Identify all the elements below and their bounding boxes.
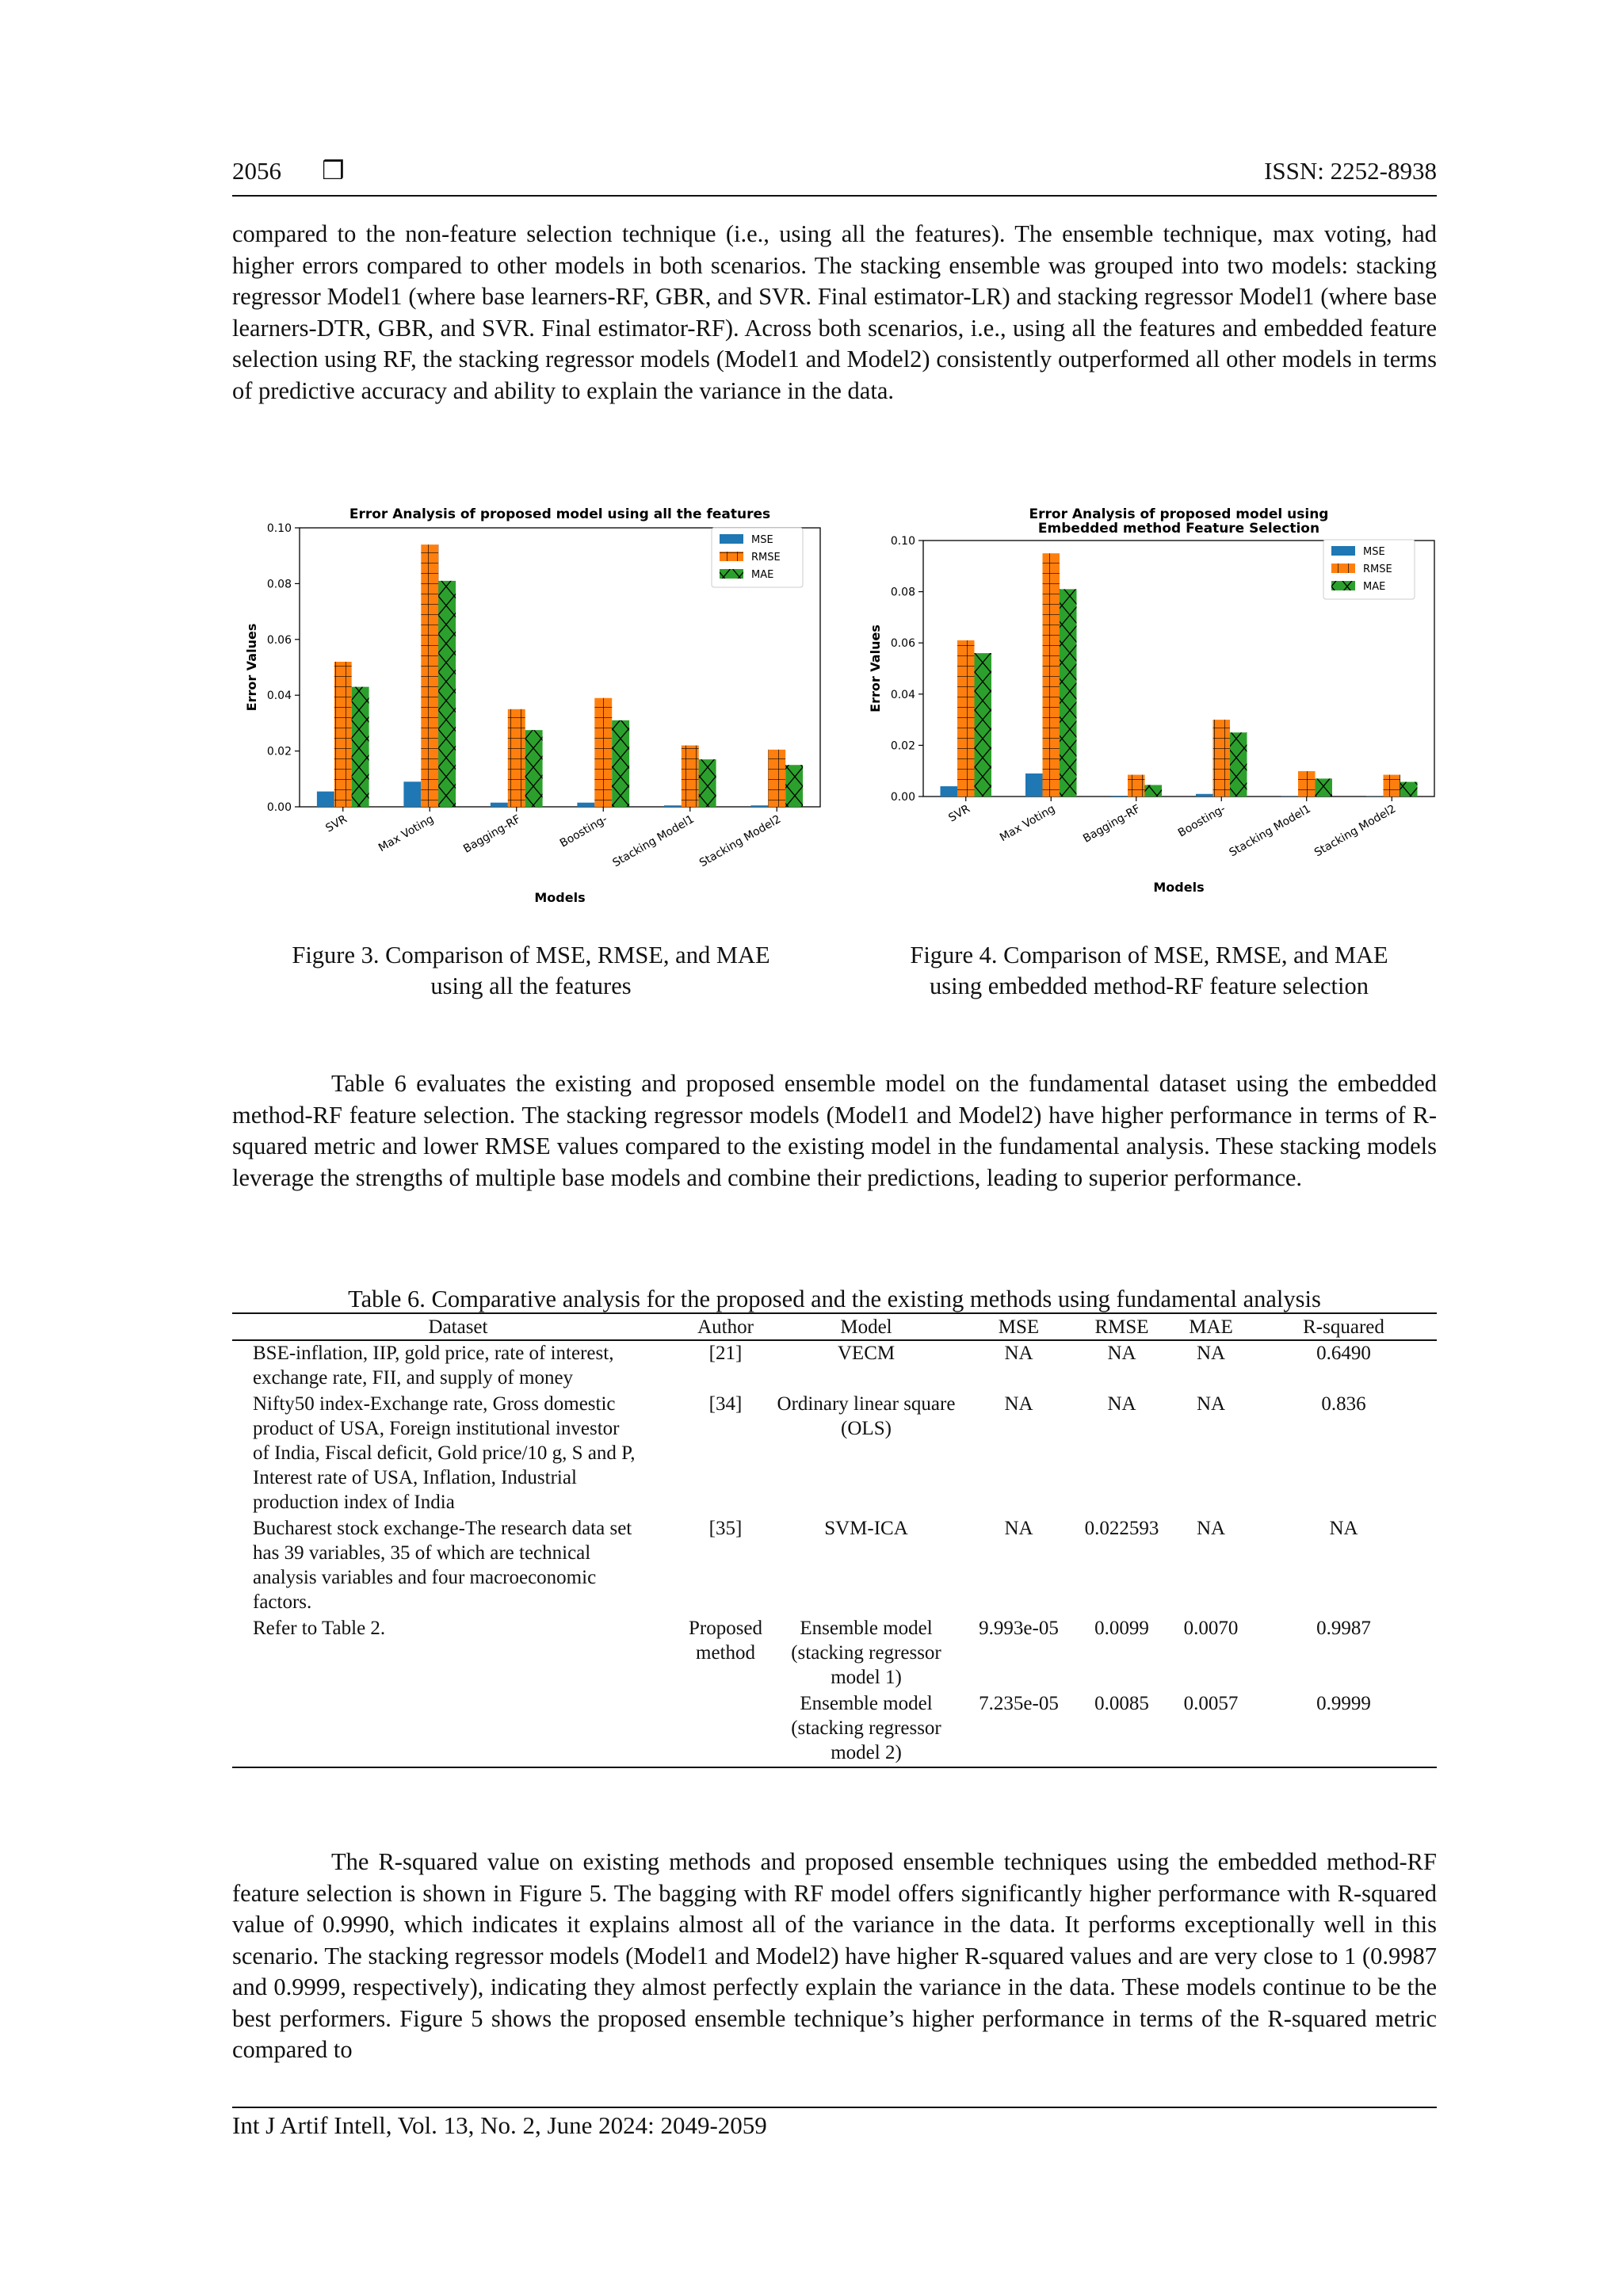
cell-line: production index of India xyxy=(253,1492,455,1513)
cell-line: Bucharest stock exchange-The research data set xyxy=(253,1518,632,1539)
bar-mse xyxy=(491,803,508,807)
bar-hatch-rmse xyxy=(334,662,352,807)
table-cell-author xyxy=(684,1392,767,1516)
y-tick-label: 0.08 xyxy=(266,578,292,591)
bar-hatch-mae xyxy=(612,720,629,807)
x-tick-label: Stacking Model1 xyxy=(1227,802,1313,860)
table-header-row xyxy=(232,1313,1437,1340)
figure-3-caption xyxy=(238,940,824,1002)
bar-hatch-mae xyxy=(975,653,992,797)
paragraph-intro: compared to the non-feature selection technique (i.e., using all the features). The ensemble technique, max voting, had higher errors compared to other models in both scenarios. The stacking ensemble was grouped into two models: stacking regressor Model1 (where base learners-RF, GBR, and SVR. Final estimator-LR) and stacking regressor Model1 (where base learners-DTR, GBR, and SVR. Final estimator-RF). Across both scenarios, i.e., using all the features and embedded feature selection using RF, the stacking regressor models (Model1 and Model2) consistently outperformed all other models in terms of predictive accuracy and ability to explain the variance in the data. xyxy=(232,220,1437,404)
legend-swatch-mse xyxy=(720,534,743,544)
y-tick-label: 0.06 xyxy=(890,637,915,651)
bar-hatch-rmse xyxy=(957,640,975,797)
table-cell-model xyxy=(767,1516,965,1616)
bar-hatch-rmse xyxy=(1213,720,1231,797)
page-number: 2056 xyxy=(232,157,281,185)
table-cell-dataset xyxy=(232,1691,684,1767)
bar-mse xyxy=(1111,796,1128,797)
y-tick-label: 0.00 xyxy=(266,801,292,814)
cell-line: has 39 variables, 35 of which are technical xyxy=(253,1542,591,1564)
legend-hatch-mae xyxy=(1331,581,1355,590)
x-tick-label: Bagging-RF xyxy=(1081,802,1143,846)
table-row xyxy=(232,1392,1437,1516)
cell-line: of India, Fiscal deficit, Gold price/10 g, S and P, xyxy=(253,1442,636,1464)
x-tick-label: SVR xyxy=(323,812,349,835)
y-axis-label: Error Values xyxy=(244,623,259,712)
bar-hatch-rmse xyxy=(1043,553,1060,797)
caption-line: Figure 3. Comparison of MSE, RMSE, and MAE xyxy=(292,942,770,968)
y-tick-label: 0.08 xyxy=(890,586,915,599)
bar-hatch-rmse xyxy=(1298,771,1316,797)
cell-line: Interest rate of USA, Inflation, Industrial xyxy=(253,1467,577,1488)
legend-hatch-mae xyxy=(720,569,743,579)
bar-hatch-mae xyxy=(1400,782,1418,797)
y-tick-label: 0.06 xyxy=(266,633,292,647)
x-tick-label: Max Voting xyxy=(998,802,1058,845)
table-cell-author xyxy=(684,1516,767,1616)
bar-hatch-mae xyxy=(1060,589,1077,797)
table-cell-mse: NA xyxy=(1004,1518,1033,1539)
chart-legend xyxy=(1323,540,1415,599)
legend-label-mae: MAE xyxy=(751,569,774,581)
y-tick-label: 0.04 xyxy=(266,690,292,703)
cell-line: model 2) xyxy=(831,1742,902,1763)
table-cell-mse: 9.993e-05 xyxy=(979,1618,1059,1639)
cell-line: (stacking regressor xyxy=(791,1642,941,1664)
col-header-mse: MSE xyxy=(965,1313,1072,1340)
bar-mse xyxy=(403,781,421,807)
legend-hatch-rmse xyxy=(720,552,743,561)
table-row xyxy=(232,1340,1437,1392)
cell-line: model 1) xyxy=(831,1667,902,1688)
chart-title: Embedded method Feature Selection xyxy=(1037,521,1320,537)
bar-mse xyxy=(664,805,682,807)
caption-line: Figure 4. Comparison of MSE, RMSE, and MAE xyxy=(910,942,1388,968)
bar-hatch-mae xyxy=(352,687,369,807)
bar-hatch-rmse xyxy=(421,544,438,807)
cell-line: Ensemble model xyxy=(800,1693,933,1714)
bar-hatch-rmse xyxy=(682,746,699,807)
cell-line: [34] xyxy=(708,1393,743,1415)
x-tick-label: Bagging-RF xyxy=(461,812,523,856)
cell-line: VECM xyxy=(837,1343,896,1364)
legend-label-mae: MAE xyxy=(1363,581,1386,593)
table-row xyxy=(232,1616,1437,1691)
bar-hatch-mae xyxy=(1316,778,1333,797)
figure-4-caption xyxy=(848,940,1450,1002)
x-tick-label: Boosting- xyxy=(1175,802,1228,840)
y-tick-label: 0.04 xyxy=(890,688,915,701)
table-cell-model xyxy=(767,1691,965,1767)
bar-hatch-rmse xyxy=(1128,775,1145,797)
col-header-r-squared: R-squared xyxy=(1251,1313,1437,1340)
comparison-table xyxy=(232,1312,1437,1768)
table-cell-dataset xyxy=(232,1516,684,1616)
table-cell-dataset xyxy=(232,1616,684,1691)
table-cell-model xyxy=(767,1340,965,1392)
figure-4-chart xyxy=(864,501,1442,913)
table-cell-mae: NA xyxy=(1196,1343,1226,1364)
legend-label-mse: MSE xyxy=(1363,546,1385,558)
cell-line: [35] xyxy=(708,1518,743,1539)
x-tick-label: Max Voting xyxy=(376,812,437,855)
caption-line: using all the features xyxy=(430,972,632,999)
table-cell-r2: 0.9987 xyxy=(1316,1618,1371,1639)
cell-line: (stacking regressor xyxy=(791,1717,941,1739)
bar-hatch-rmse xyxy=(1384,775,1401,797)
paragraph-r-squared: The R-squared value on existing methods and proposed ensemble techniques using the embedded method-RF feature selection is shown in Figure 5. The bagging with RF model offers significantly higher performance with R-squared value of 0.9990, which indicates it explains almost all of the variance in the data. It performs exceptionally well in this scenario. The stacking regressor models (Model1 and Model2) have higher R-squared values and are very close to 1 (0.9987 and 0.9999, respectively), indicating they almost perfectly explain the variance in the data. These models continue to be the best performers. Figure 5 shows the proposed ensemble technique’s higher performance in terms of the R-squared metric compared to xyxy=(232,1848,1437,2063)
table-cell-rmse: 0.022593 xyxy=(1084,1518,1159,1539)
bar-hatch-mae xyxy=(1230,732,1247,797)
box-icon: ❒ xyxy=(322,155,345,185)
caption-line: using embedded method-RF feature selection xyxy=(930,972,1369,999)
bar-hatch-rmse xyxy=(594,698,612,807)
table-cell-model xyxy=(767,1616,965,1691)
bar-mse xyxy=(1196,794,1213,797)
legend-swatch-mse xyxy=(1331,546,1355,556)
table-cell-rmse: 0.0085 xyxy=(1072,1691,1171,1767)
page-header xyxy=(232,155,1437,197)
table-cell-mse: NA xyxy=(1004,1393,1033,1415)
x-tick-label: Stacking Model2 xyxy=(697,812,784,870)
cell-line: (OLS) xyxy=(841,1418,892,1439)
x-tick-label: SVR xyxy=(946,802,972,825)
legend-label-rmse: RMSE xyxy=(751,552,781,563)
x-tick-label: Stacking Model2 xyxy=(1312,802,1399,860)
legend-label-rmse: RMSE xyxy=(1363,563,1392,575)
cell-line: [21] xyxy=(708,1343,743,1364)
cell-line: method xyxy=(696,1642,755,1664)
table-cell-mse: NA xyxy=(1004,1343,1033,1364)
footer-citation: Int J Artif Intell, Vol. 13, No. 2, June 2024: 2049-2059 xyxy=(232,2111,767,2139)
table-cell-rmse: NA xyxy=(1107,1393,1136,1415)
table-cell-mse: 7.235e-05 xyxy=(965,1691,1072,1767)
y-tick-label: 0.10 xyxy=(266,522,292,535)
col-header-dataset: Dataset xyxy=(232,1313,684,1340)
cell-line: product of USA, Foreign institutional investor xyxy=(253,1418,620,1439)
table-cell-author xyxy=(684,1691,767,1767)
table-cell-author xyxy=(684,1340,767,1392)
table-row xyxy=(232,1691,1437,1767)
cell-line: Proposed xyxy=(688,1618,763,1639)
bar-mse xyxy=(750,805,768,807)
y-tick-label: 0.00 xyxy=(890,791,915,804)
bar-mse xyxy=(1025,774,1043,797)
table-cell-dataset xyxy=(232,1392,684,1516)
table-cell-mae: NA xyxy=(1196,1518,1226,1539)
table-cell-r2: 0.6490 xyxy=(1316,1343,1371,1364)
legend-label-mse: MSE xyxy=(751,534,773,546)
bar-hatch-mae xyxy=(525,730,543,807)
col-header-rmse: RMSE xyxy=(1072,1313,1171,1340)
table-cell-mae: 0.0070 xyxy=(1183,1618,1239,1639)
table-cell-r2: NA xyxy=(1329,1518,1358,1539)
cell-line: factors. xyxy=(253,1591,312,1613)
col-header-author: Author xyxy=(684,1313,767,1340)
chart-title: Error Analysis of proposed model using all the features xyxy=(349,506,771,522)
bar-hatch-rmse xyxy=(768,750,785,807)
table-cell-mae: NA xyxy=(1196,1393,1226,1415)
issn-label: ISSN: 2252-8938 xyxy=(1264,157,1437,185)
cell-line: Refer to Table 2. xyxy=(253,1618,386,1639)
bar-hatch-mae xyxy=(785,765,803,807)
table-row xyxy=(232,1516,1437,1616)
table-caption: Table 6. Comparative analysis for the proposed and the existing methods using fundamental analysis xyxy=(348,1286,1321,1312)
cell-line: BSE-inflation, IIP, gold price, rate of interest, xyxy=(253,1343,614,1364)
y-axis-label: Error Values xyxy=(868,625,883,712)
bar-mse xyxy=(941,786,958,797)
col-header-mae: MAE xyxy=(1171,1313,1251,1340)
x-tick-label: Stacking Model1 xyxy=(610,812,697,870)
y-tick-label: 0.02 xyxy=(266,745,292,758)
col-header-model: Model xyxy=(767,1313,965,1340)
cell-line: exchange rate, FII, and supply of money xyxy=(253,1367,574,1389)
table-cell-dataset xyxy=(232,1340,684,1392)
y-tick-label: 0.02 xyxy=(890,739,915,753)
chart-legend xyxy=(712,528,803,587)
table-cell-r2: 0.836 xyxy=(1321,1393,1366,1415)
page-footer xyxy=(232,2107,1437,2140)
bar-hatch-rmse xyxy=(508,709,525,807)
figure-3-chart xyxy=(232,501,834,913)
bar-hatch-mae xyxy=(438,581,456,807)
y-tick-label: 0.10 xyxy=(890,535,915,548)
legend-hatch-rmse xyxy=(1331,563,1355,573)
cell-line: SVM-ICA xyxy=(824,1518,908,1539)
x-axis-label: Models xyxy=(1153,880,1205,895)
table-cell-model xyxy=(767,1392,965,1516)
paragraph-table-intro: Table 6 evaluates the existing and proposed ensemble model on the fundamental dataset using the embedded method-RF feature selection. The stacking regressor models (Model1 and Model2) have higher performance in terms of R-squared metric and lower RMSE values compared to the existing model in the fundamental analysis. These stacking models leverage the strengths of multiple base models and combine their predictions, leading to superior performance. xyxy=(232,1070,1437,1191)
bar-hatch-mae xyxy=(1145,785,1163,797)
bar-hatch-mae xyxy=(699,759,716,807)
table-cell-author xyxy=(684,1616,767,1691)
x-tick-label: Boosting- xyxy=(557,812,610,850)
bar-mse xyxy=(577,803,594,807)
chart-title: Error Analysis of proposed model using xyxy=(1029,506,1329,522)
cell-line: Ensemble model xyxy=(800,1618,933,1639)
bar-mse xyxy=(317,792,334,807)
table-cell-mae: 0.0057 xyxy=(1171,1691,1251,1767)
table-cell-r2: 0.9999 xyxy=(1251,1691,1437,1767)
cell-line: Nifty50 index-Exchange rate, Gross domestic xyxy=(253,1393,616,1415)
table-cell-rmse: NA xyxy=(1107,1343,1136,1364)
cell-line: Ordinary linear square xyxy=(777,1393,956,1415)
cell-line: analysis variables and four macroeconomic xyxy=(253,1567,597,1588)
table-cell-rmse: 0.0099 xyxy=(1094,1618,1149,1639)
x-axis-label: Models xyxy=(534,890,586,905)
